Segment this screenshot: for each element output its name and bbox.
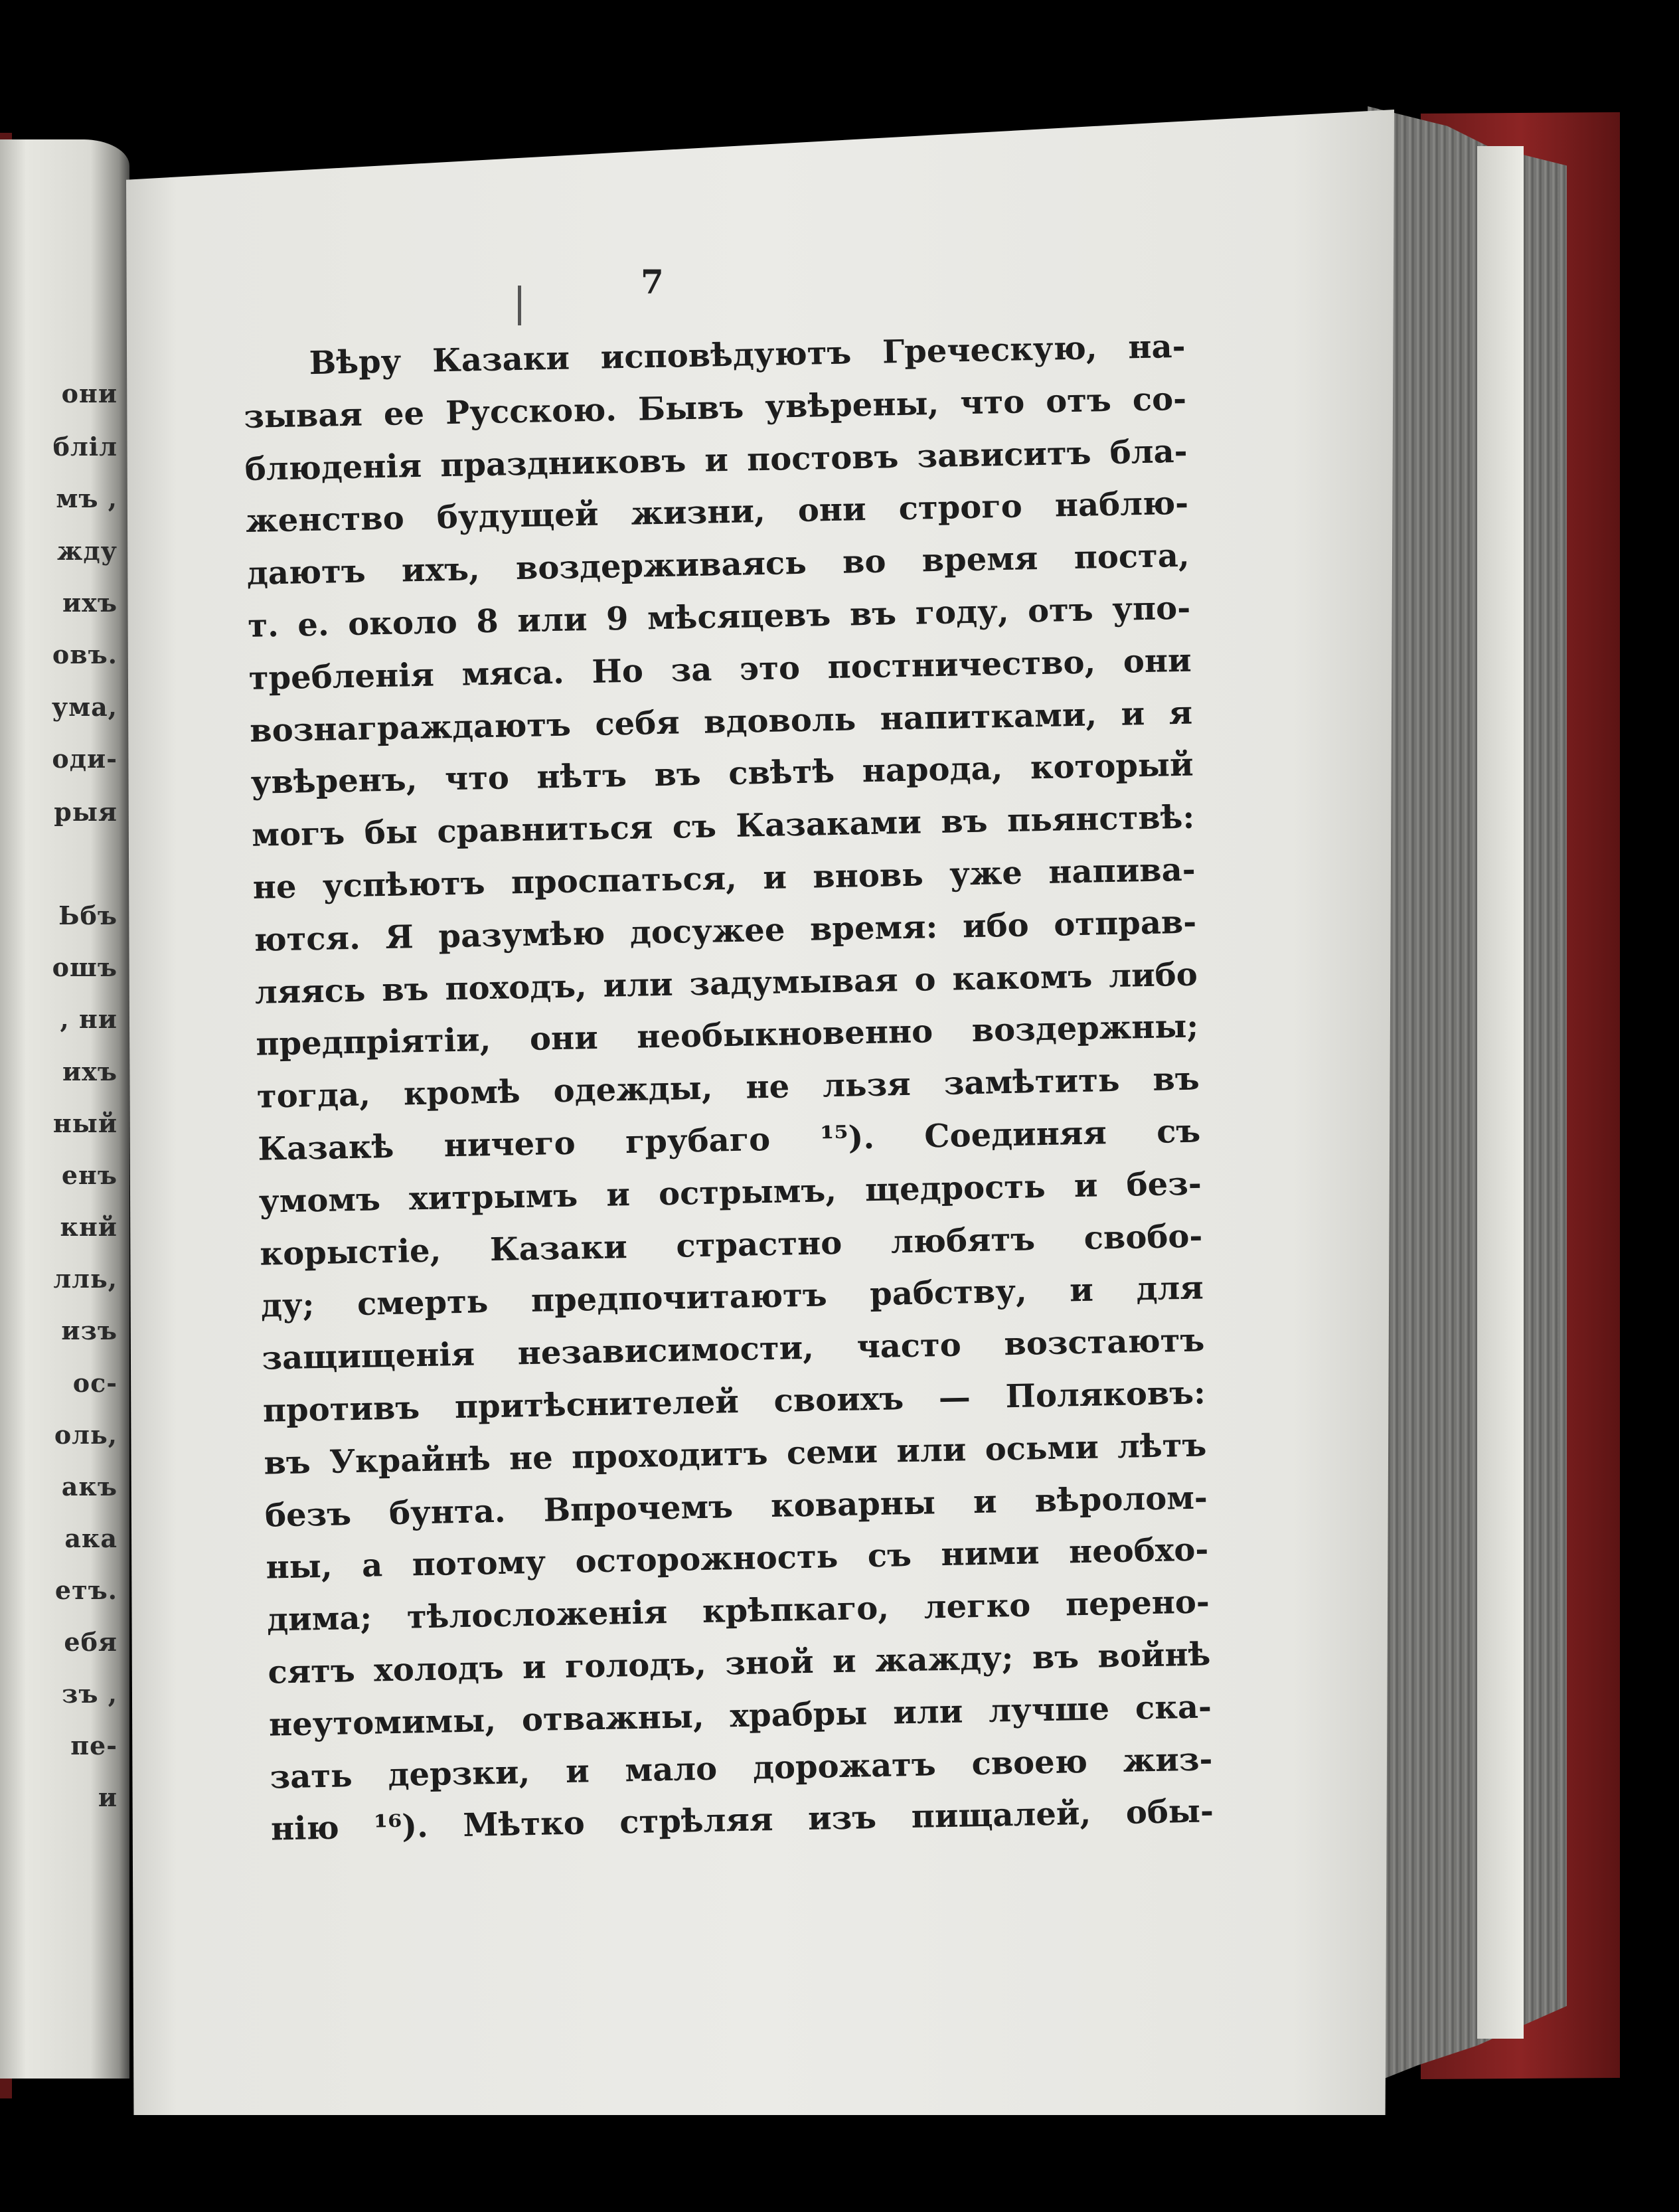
left-page-line: ный: [52, 1108, 118, 1138]
left-page-line: жду: [56, 536, 118, 566]
text-line: противъ притѣснителей своихъ — Поляковъ:: [262, 1374, 1206, 1430]
page-edges: [1368, 106, 1567, 2085]
text-line: зывая ее Русскою. Бывъ увѣрены, что отъ со-: [243, 380, 1187, 436]
left-page-line: ихъ: [62, 1057, 118, 1086]
text-line: дима; тѣлосложенія крѣпкаго, легко перено-: [266, 1583, 1210, 1639]
left-page-line: енъ: [61, 1160, 118, 1190]
left-page-line: зъ ,: [62, 1679, 118, 1709]
text-line: Казакѣ ничего грубаго ¹⁵). Соединяя съ: [257, 1112, 1201, 1168]
text-line: блюденія праздниковъ и постовъ зависитъ бла-: [244, 432, 1188, 488]
text-line: сятъ холодъ и голодъ, зной и жажду; въ войнѣ: [268, 1636, 1211, 1691]
text-line: даютъ ихъ, воздерживаясь во время поста,: [246, 537, 1190, 593]
text-line: умомъ хитрымъ и острымъ, щедрость и без-: [258, 1165, 1202, 1221]
back-page-strip: [1477, 146, 1524, 2039]
text-line: не успѣютъ проспаться, и вновь уже напива-: [252, 851, 1196, 906]
left-page-line: Ьбъ: [58, 900, 118, 930]
text-line: ны, а потому осторожность съ ними необхо-: [266, 1531, 1209, 1586]
text-line: зать дерзки, и мало дорожатъ своею жиз-: [270, 1740, 1213, 1796]
left-page-line: ихъ: [62, 588, 118, 618]
left-page-line: етъ.: [54, 1575, 118, 1605]
page-text: [242, 321, 1214, 1856]
text-line: безъ бунта. Впрочемъ коварны и вѣролом-: [264, 1478, 1208, 1535]
left-page-line: лль,: [53, 1264, 118, 1294]
left-page-fragment: [0, 139, 129, 2079]
left-page-line: ака: [64, 1523, 118, 1553]
left-page-line: ебя: [64, 1627, 118, 1657]
left-page-line: и: [98, 1782, 118, 1812]
text-line: увѣренъ, что нѣтъ въ свѣтѣ народа, который: [250, 746, 1194, 802]
text-line: Вѣру Казаки исповѣдуютъ Греческую, на-: [309, 327, 1186, 383]
left-page-line: оль,: [54, 1420, 118, 1450]
text-line: корыстіе, Казаки страстно любятъ свобо-: [259, 1217, 1203, 1273]
text-line: ду; смерть предпочитаютъ рабству, и для: [260, 1269, 1204, 1325]
text-line: тогда, кромѣ одежды, не льзя замѣтить въ: [256, 1060, 1200, 1116]
left-page-line: пе-: [70, 1731, 118, 1760]
text-line: вознаграждаютъ себя вдоволь напитками, и я: [249, 694, 1193, 750]
left-page-line: кнй: [60, 1212, 118, 1242]
text-line: т. е. около 8 или 9 мѣсяцевъ въ году, отъ упо-: [247, 589, 1191, 645]
left-page-line: овъ.: [52, 639, 118, 669]
text-line: неутомимы, отважны, храбры или лучше ска-: [268, 1688, 1212, 1744]
text-line: защищенія независимости, часто возстаютъ: [261, 1321, 1205, 1377]
left-page-line: акъ: [61, 1472, 118, 1501]
page-mark: [518, 286, 521, 325]
text-line: ются. Я разумѣю досужее время: ибо отправ-: [253, 903, 1197, 959]
text-line: женство будущей жизни, они строго наблю-: [245, 485, 1189, 541]
left-page-line: ума,: [51, 692, 118, 722]
left-page-line: бліл: [52, 432, 118, 462]
text-line: могъ бы сравниться съ Казаками въ пьянствѣ:: [251, 798, 1195, 855]
left-page-line: , ни: [60, 1004, 118, 1034]
left-page-line: ос-: [72, 1368, 118, 1398]
text-line: нію ¹⁶). Мѣтко стрѣляя изъ пищалей, обы-: [270, 1792, 1214, 1848]
left-page-line: рыя: [54, 797, 118, 827]
text-line: ляясь въ походъ, или задумывая о какомъ либо: [254, 956, 1198, 1011]
text-line: предпріятіи, они необыкновенно воздержны;: [255, 1007, 1199, 1064]
left-page-line: мъ ,: [56, 483, 118, 513]
text-line: въ Украйнѣ не проходитъ семи или осьми лѣтъ: [263, 1426, 1207, 1482]
left-page-line: изъ: [61, 1316, 118, 1345]
left-page-line: они: [61, 379, 118, 408]
left-page-line: ошъ: [52, 952, 118, 982]
text-line: требленія мяса. Но за это постничество, они: [248, 641, 1192, 697]
left-page-line: оди-: [52, 744, 118, 774]
page-number: 7: [641, 262, 664, 301]
